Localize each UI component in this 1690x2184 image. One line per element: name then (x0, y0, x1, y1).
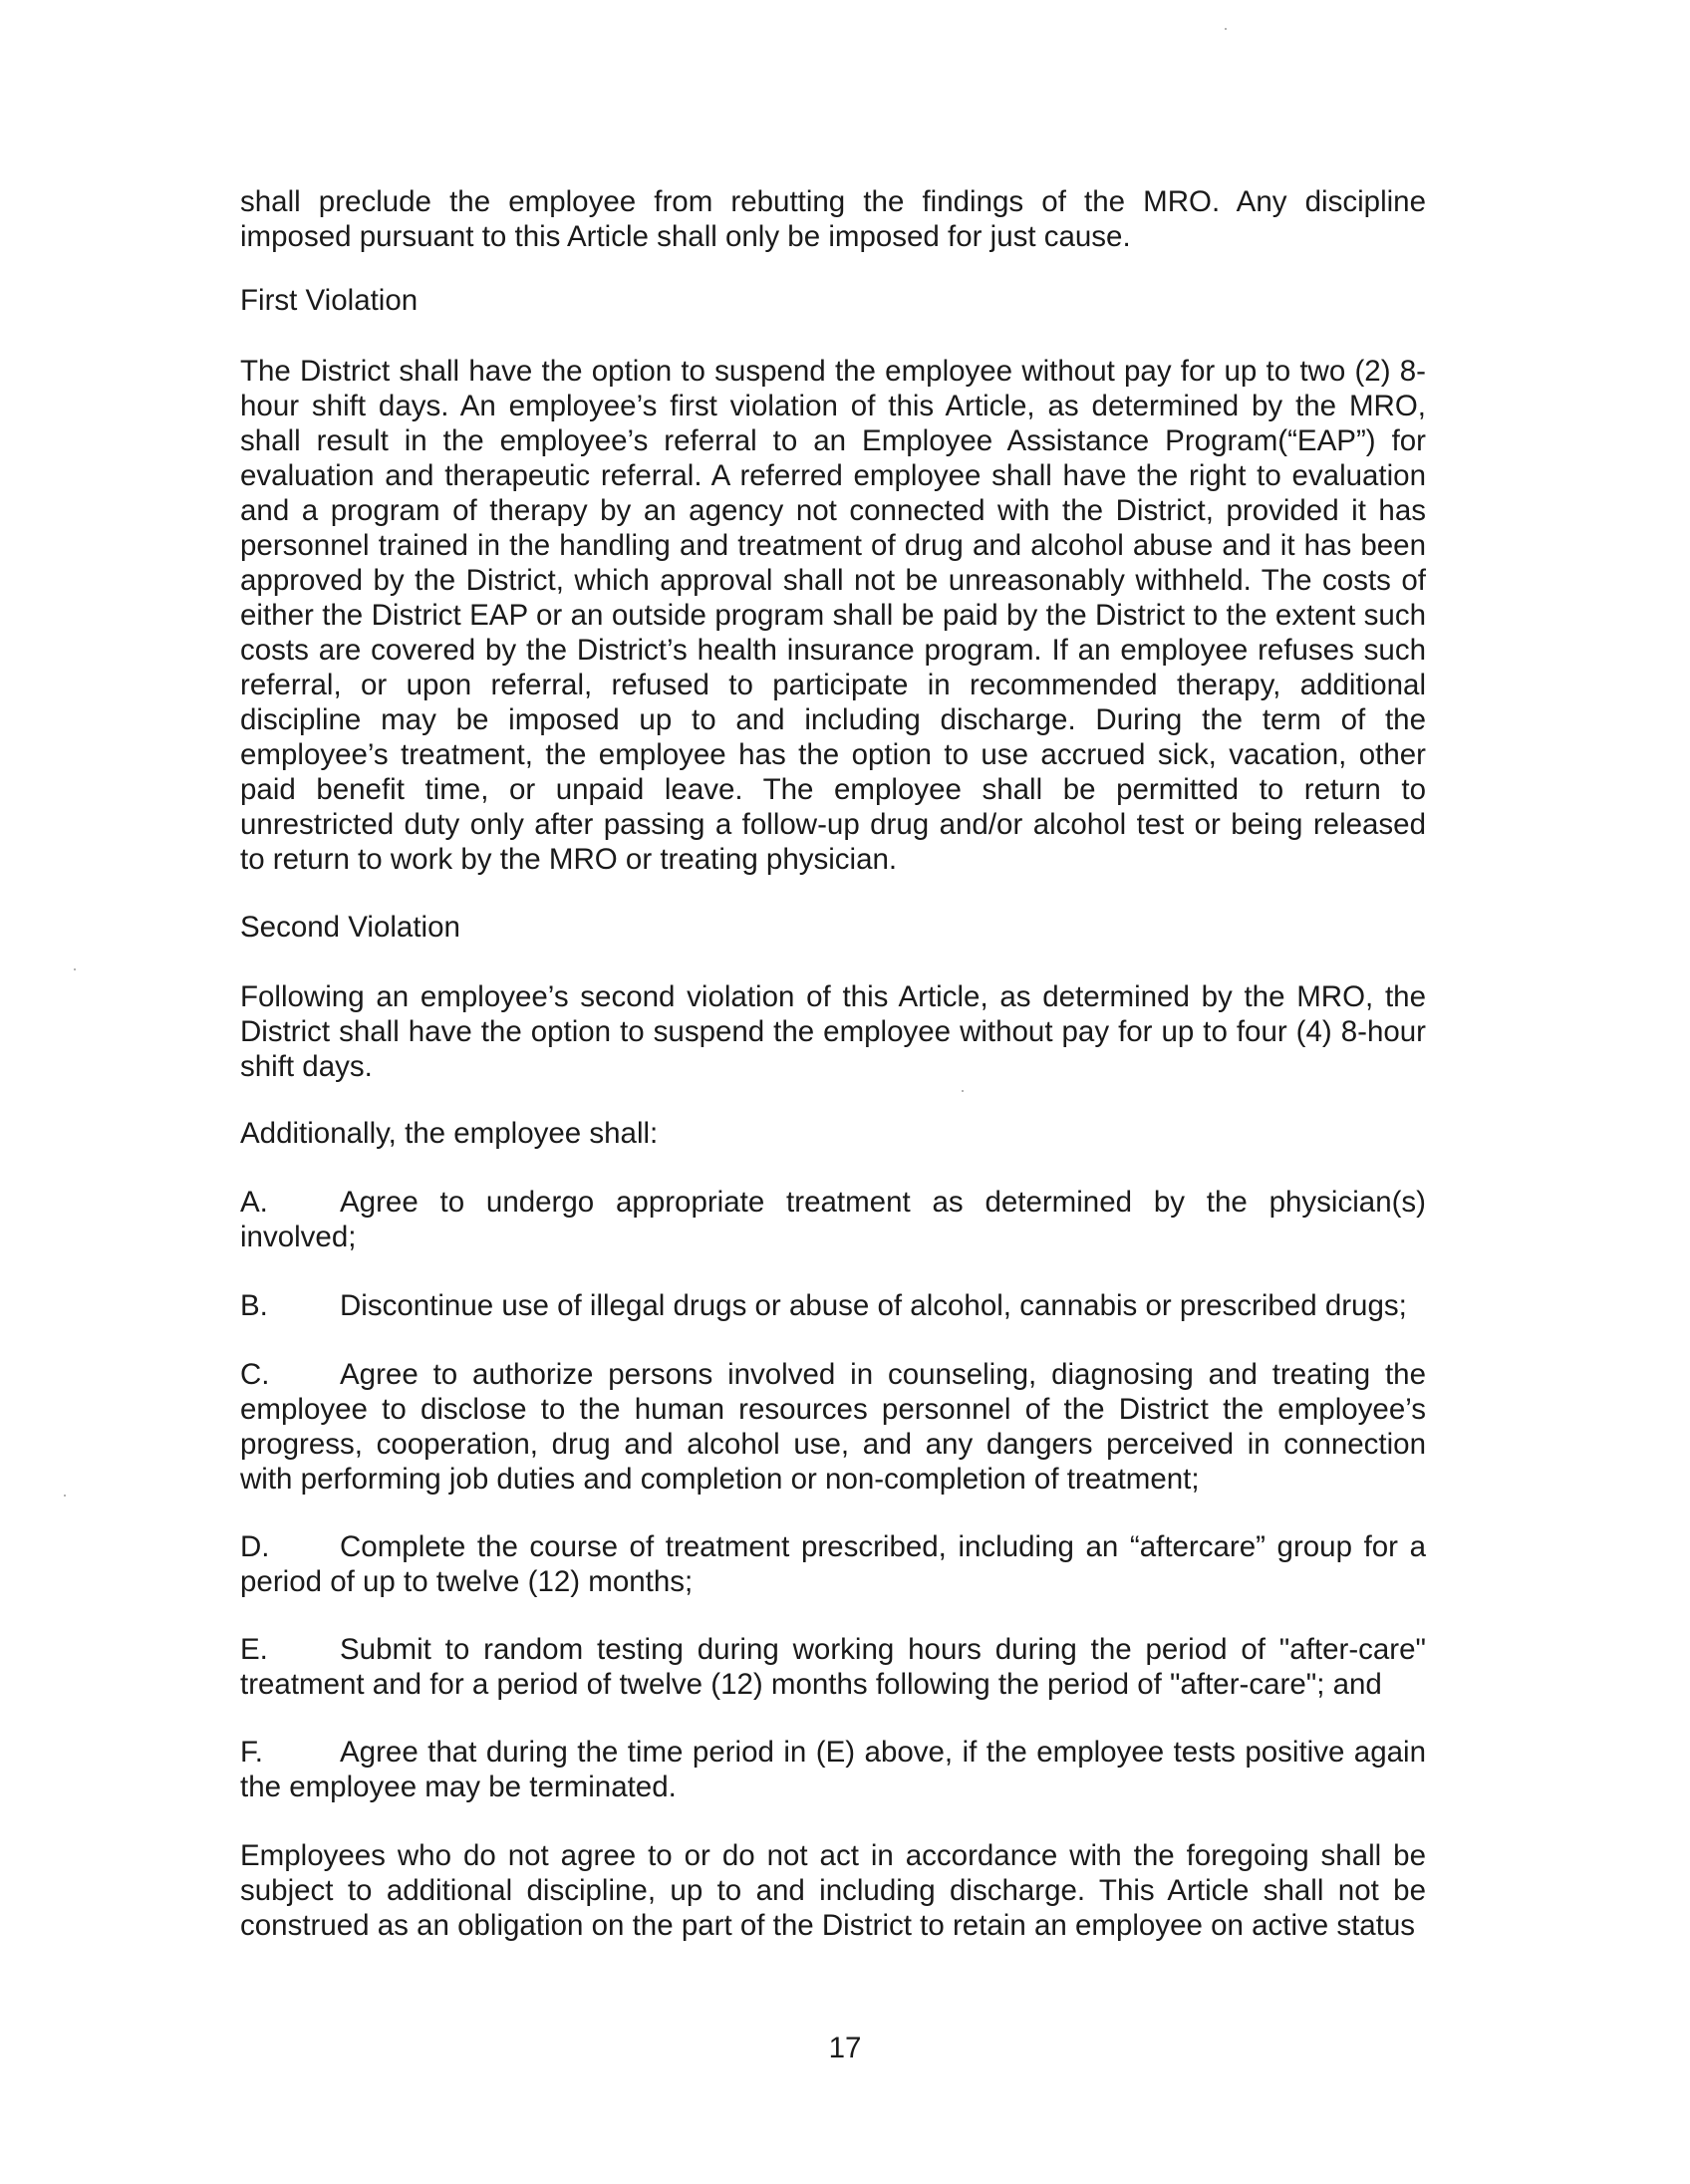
list-item (240, 1632, 1426, 1702)
scan-speck (1225, 28, 1227, 30)
list-item-text: Agree to authorize persons involved in counseling, diagnosing and treating the employee to disclose to the human resources personnel of the District the employee’s progress, cooperation, drug and alcohol use, and any dangers perceived in connection with performing job duties and completion or non-completion of treatment; (240, 1358, 1426, 1496)
list-item-letter: B. (240, 1289, 268, 1322)
scan-speck (74, 968, 76, 970)
list-item-text: Submit to random testing during working hours during the period of "after-care" treatment and for a period of twelve (12) months following the period of "after-care"; and (240, 1633, 1426, 1701)
first-violation-body: The District shall have the option to suspend the employee without pay for up to two (2) 8-hour shift days. An employee’s first violation of this Article, as determined by the MRO, shall result in the employee’s referral to an Employee Assistance Program(“EAP”) for evaluation and therapeutic referral. A referred employee shall have the right to evaluation and a program of therapy by an agency not connected with the District, provided it has personnel trained in the handling and treatment of drug and alcohol abuse and it has been approved by the District, which approval shall not be unreasonably withheld. The costs of either the District EAP or an outside program shall be paid by the District to the extent such costs are covered by the District’s health insurance program. If an employee refuses such referral, or upon referral, refused to participate in recommended therapy, additional discipline may be imposed up to and including discharge. During the term of the employee’s treatment, the employee has the option to use accrued sick, vacation, other paid benefit time, or unpaid leave. The employee shall be permitted to return to unrestricted duty only after passing a follow-up drug and/or alcohol test or being released to return to work by the MRO or treating physician. (240, 355, 1426, 876)
page-number: 17 (828, 2032, 862, 2064)
list-item (240, 1288, 1426, 1323)
list-item (240, 1529, 1426, 1599)
list-item-text: Discontinue use of illegal drugs or abuse of alcohol, cannabis or prescribed drugs; (340, 1289, 1407, 1322)
list-item-text: Complete the course of treatment prescribed, including an “aftercare” group for a period of up to twelve (12) months; (240, 1530, 1426, 1598)
list-item (240, 1735, 1426, 1804)
list-item-letter: F. (240, 1736, 263, 1769)
opening-paragraph: shall preclude the employee from rebutting the findings of the MRO. Any discipline imposed pursuant to this Article shall only be imposed for just cause. (240, 185, 1426, 253)
list-item-letter: D. (240, 1530, 270, 1563)
list-item-text: Agree that during the time period in (E) above, if the employee tests positive again the employee may be terminated. (240, 1736, 1426, 1803)
list-item (240, 1357, 1426, 1497)
list-item-letter: A. (240, 1186, 268, 1219)
list-item-text: Agree to undergo appropriate treatment as determined by the physician(s) involved; (240, 1186, 1426, 1253)
scan-speck (64, 1495, 66, 1497)
second-violation-heading: Second Violation (240, 911, 460, 944)
list-item-letter: E. (240, 1633, 268, 1666)
second-violation-body: Following an employee’s second violation of this Article, as determined by the MRO, the District shall have the option to suspend the employee without pay for up to four (4) 8-hour shift days. (240, 980, 1426, 1083)
list-item (240, 1185, 1426, 1254)
list-item-letter: C. (240, 1358, 270, 1391)
scan-speck (962, 1090, 964, 1092)
first-violation-heading: First Violation (240, 284, 419, 317)
closing-paragraph: Employees who do not agree to or do not act in accordance with the foregoing shall be subject to additional discipline, up to and including discharge. This Article shall not be construed as an obligation on the part of the District to retain an employee on active status (240, 1839, 1426, 1942)
additional-requirements-intro: Additionally, the employee shall: (240, 1117, 659, 1150)
